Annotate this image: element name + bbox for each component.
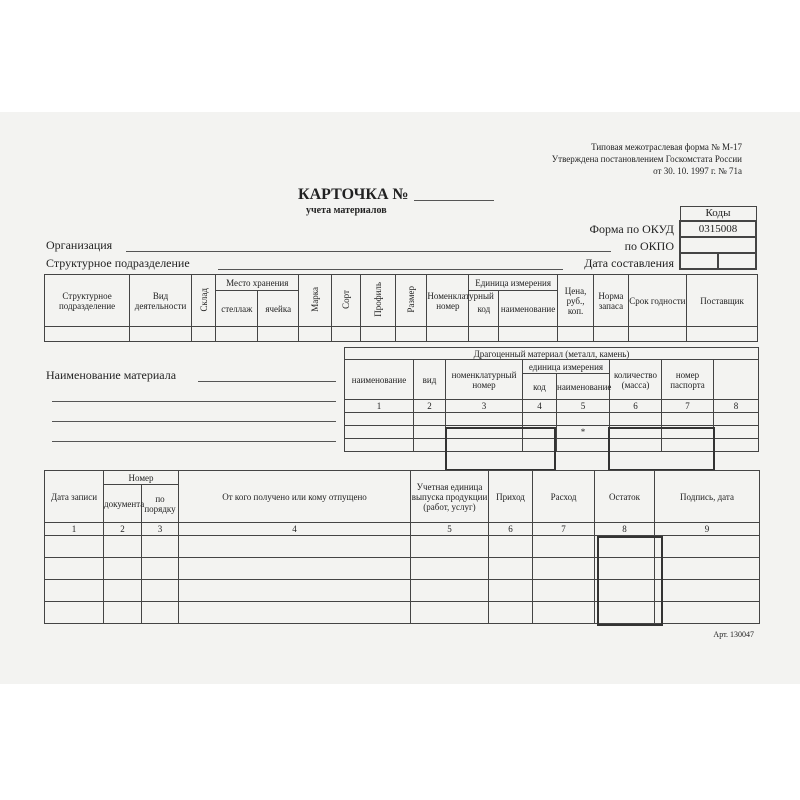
- num: 6: [489, 523, 533, 536]
- cell[interactable]: [192, 327, 216, 342]
- cell[interactable]: [655, 536, 760, 558]
- col-supplier: Поставщик: [687, 275, 758, 327]
- col-income: Приход: [489, 471, 533, 523]
- cell[interactable]: [45, 327, 130, 342]
- cell[interactable]: [427, 327, 469, 342]
- precious-col-unit-name: наименование: [557, 374, 610, 400]
- col-profile: [361, 275, 396, 327]
- cell[interactable]: [345, 426, 414, 439]
- col-nomenclature: Номенклатурный номер: [427, 275, 469, 327]
- cell[interactable]: [45, 602, 104, 624]
- col-storage: Место хранения: [216, 275, 299, 291]
- col-number: Номер: [104, 471, 179, 485]
- org-field[interactable]: [126, 251, 611, 252]
- cell[interactable]: [411, 580, 489, 602]
- col-size-label: Размер: [406, 286, 417, 313]
- num: 5: [557, 400, 610, 413]
- cell[interactable]: [45, 558, 104, 580]
- card-title: КАРТОЧКА №: [298, 186, 409, 203]
- num: 3: [142, 523, 179, 536]
- cell[interactable]: [655, 558, 760, 580]
- cell[interactable]: [396, 327, 427, 342]
- cell[interactable]: [557, 426, 610, 439]
- col-activity: Вид деятельности: [130, 275, 192, 327]
- col-division: Структурное подразделение: [45, 275, 130, 327]
- col-grade: [332, 275, 361, 327]
- cell[interactable]: [714, 413, 759, 426]
- cell[interactable]: [142, 580, 179, 602]
- col-shelf-life: Срок годности: [628, 275, 687, 327]
- cell[interactable]: [179, 558, 411, 580]
- cell[interactable]: [179, 580, 411, 602]
- cell[interactable]: [499, 327, 558, 342]
- okud-code[interactable]: 0315008: [680, 221, 756, 237]
- cell[interactable]: [130, 327, 192, 342]
- num: 7: [662, 400, 714, 413]
- cell[interactable]: [332, 327, 361, 342]
- balance-highlight-box: [597, 536, 663, 626]
- division-label: Структурное подразделение: [46, 256, 190, 270]
- cell[interactable]: [523, 413, 557, 426]
- num: 8: [595, 523, 655, 536]
- okpo-code[interactable]: [680, 237, 756, 253]
- col-doc-number: документа: [104, 485, 142, 523]
- cell[interactable]: [557, 327, 593, 342]
- col-unit: Единица измерения: [469, 275, 557, 291]
- col-from-to: От кого получено или кому отпущено: [179, 471, 411, 523]
- col-balance: Остаток: [595, 471, 655, 523]
- cell[interactable]: [345, 439, 414, 452]
- num: 9: [655, 523, 760, 536]
- cell[interactable]: [533, 558, 595, 580]
- col-record-date: Дата записи: [45, 471, 104, 523]
- card-subtitle: учета материалов: [306, 205, 387, 216]
- num: 6: [610, 400, 662, 413]
- cell[interactable]: [142, 536, 179, 558]
- cell[interactable]: [687, 327, 758, 342]
- cell[interactable]: [104, 536, 142, 558]
- codes-title: Коды: [680, 207, 756, 221]
- precious-col-qty: количество (масса): [610, 360, 662, 400]
- table-row: [45, 327, 758, 342]
- cell[interactable]: [714, 426, 759, 439]
- cell[interactable]: [179, 536, 411, 558]
- num: 8: [714, 400, 759, 413]
- material-name-label: Наименование материала: [46, 368, 177, 382]
- col-brand: [299, 275, 332, 327]
- date-code-b[interactable]: [718, 253, 756, 269]
- codes-table: [679, 206, 757, 270]
- num: 5: [411, 523, 489, 536]
- col-price: Цена, руб., коп.: [557, 275, 593, 327]
- cell[interactable]: [557, 439, 610, 452]
- cell[interactable]: [411, 602, 489, 624]
- card-number-line[interactable]: [414, 200, 494, 201]
- cell[interactable]: [610, 413, 662, 426]
- num: 2: [414, 400, 446, 413]
- article-number: Арт. 130047: [713, 630, 754, 639]
- form-note-line2: Утверждена постановлением Госкомстата России: [551, 154, 742, 164]
- okpo-label: по ОКПО: [624, 239, 674, 253]
- col-cell: ячейка: [258, 291, 299, 327]
- precious-col-nomenclature: номенклатурный номер: [446, 360, 523, 400]
- form-note-line1: Типовая межотраслевая форма № М-17: [591, 142, 742, 152]
- num: 4: [523, 400, 557, 413]
- precious-col-unit: единица измерения: [523, 360, 610, 374]
- division-field[interactable]: [218, 269, 563, 270]
- col-brand-label: Марка: [310, 287, 321, 312]
- cell[interactable]: [533, 602, 595, 624]
- cell[interactable]: [655, 580, 760, 602]
- col-expense: Расход: [533, 471, 595, 523]
- num: 3: [446, 400, 523, 413]
- material-name-field-3[interactable]: [52, 421, 336, 422]
- precious-title: Драгоценный материал (металл, камень): [345, 348, 759, 360]
- okud-label: Форма по ОКУД: [589, 222, 674, 236]
- precious-highlight-right: [608, 427, 715, 471]
- org-label: Организация: [46, 238, 113, 252]
- cell[interactable]: [662, 413, 714, 426]
- col-warehouse: [192, 275, 216, 327]
- cell[interactable]: [142, 558, 179, 580]
- cell[interactable]: [411, 558, 489, 580]
- cell[interactable]: [714, 439, 759, 452]
- num: 1: [45, 523, 104, 536]
- cell[interactable]: [557, 413, 610, 426]
- col-size: [396, 275, 427, 327]
- material-name-field-1[interactable]: [198, 381, 336, 382]
- cell[interactable]: [414, 439, 446, 452]
- cell[interactable]: [533, 580, 595, 602]
- num: 1: [345, 400, 414, 413]
- material-name-field-4[interactable]: [52, 441, 336, 442]
- cell[interactable]: [411, 536, 489, 558]
- precious-col-blank: [714, 360, 759, 400]
- date-label: Дата составления: [584, 256, 674, 270]
- cell[interactable]: [361, 327, 396, 342]
- cell[interactable]: [142, 602, 179, 624]
- precious-col-kind: вид: [414, 360, 446, 400]
- cell[interactable]: [533, 536, 595, 558]
- num: 4: [179, 523, 411, 536]
- cell[interactable]: [414, 413, 446, 426]
- num: 7: [533, 523, 595, 536]
- col-warehouse-label: Склад: [198, 287, 209, 312]
- cell[interactable]: [299, 327, 332, 342]
- form-note: [552, 141, 742, 177]
- cell[interactable]: [45, 580, 104, 602]
- col-grade-label: Сорт: [341, 290, 352, 309]
- num: 2: [104, 523, 142, 536]
- cell[interactable]: [446, 413, 523, 426]
- table-row: [345, 413, 759, 426]
- col-profile-label: Профиль: [373, 282, 384, 317]
- date-code-a[interactable]: [680, 253, 718, 269]
- cell[interactable]: [489, 558, 533, 580]
- col-norm: Норма запаса: [594, 275, 628, 327]
- cell[interactable]: [104, 580, 142, 602]
- col-signature: Подпись, дата: [655, 471, 760, 523]
- precious-col-name: наименование: [345, 360, 414, 400]
- col-order-number: по порядку: [142, 485, 179, 523]
- precious-number-row: [345, 400, 759, 413]
- col-accounting-unit: Учетная единица выпуска продукции (работ, услуг): [411, 471, 489, 523]
- cell[interactable]: [628, 327, 687, 342]
- cell[interactable]: [489, 580, 533, 602]
- asterisk-mark: *: [580, 427, 586, 437]
- cell[interactable]: [489, 602, 533, 624]
- cell[interactable]: [45, 536, 104, 558]
- cell[interactable]: [216, 327, 258, 342]
- cell[interactable]: [489, 536, 533, 558]
- col-rack: стеллаж: [216, 291, 258, 327]
- cell[interactable]: [469, 327, 499, 342]
- cell[interactable]: [345, 413, 414, 426]
- cell[interactable]: [414, 426, 446, 439]
- cell[interactable]: [655, 602, 760, 624]
- col-unit-code: код: [469, 291, 499, 327]
- form-note-line3: от 30. 10. 1997 г. № 71а: [653, 166, 742, 176]
- precious-highlight-left: [445, 427, 556, 471]
- movements-number-row: [45, 523, 760, 536]
- material-name-field-2[interactable]: [52, 401, 336, 402]
- cell[interactable]: [179, 602, 411, 624]
- cell[interactable]: [104, 558, 142, 580]
- cell[interactable]: [258, 327, 299, 342]
- precious-col-passport: номер паспорта: [662, 360, 714, 400]
- cell[interactable]: [104, 602, 142, 624]
- material-attributes-table: [44, 274, 758, 342]
- col-unit-name: наименование: [499, 291, 558, 327]
- cell[interactable]: [594, 327, 628, 342]
- precious-col-unit-code: код: [523, 374, 557, 400]
